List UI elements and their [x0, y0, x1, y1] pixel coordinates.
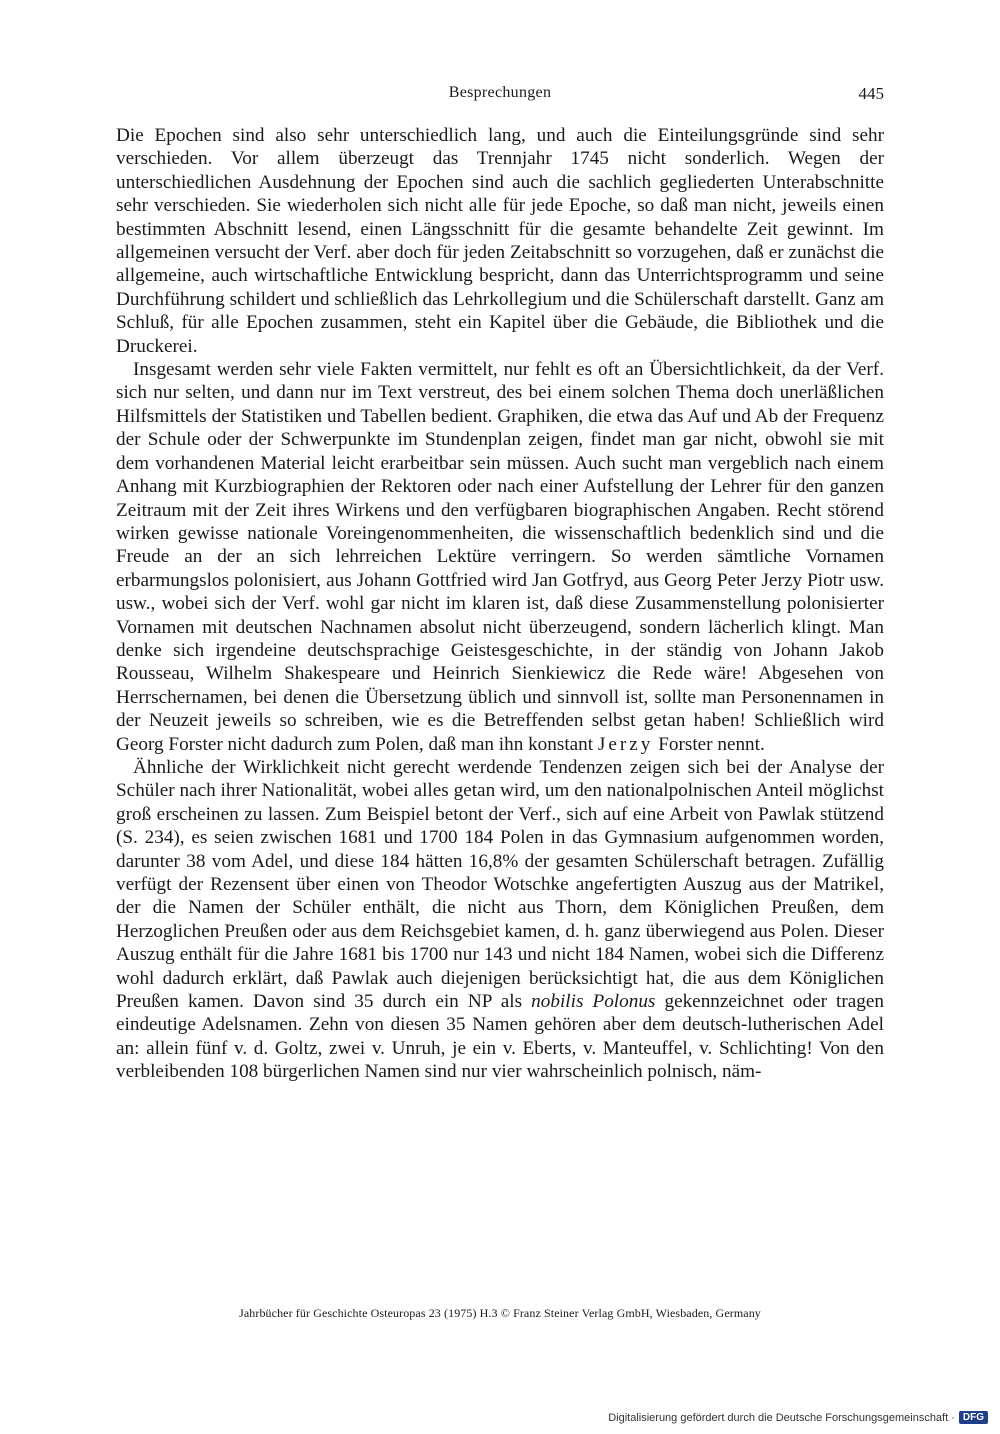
dfg-logo-icon: DFG: [959, 1411, 988, 1424]
running-title: Besprechungen: [448, 84, 552, 101]
dfg-funding-note: [608, 1411, 988, 1424]
article-body: [116, 124, 884, 1084]
running-head: [116, 84, 884, 110]
paragraph-2: [116, 358, 884, 756]
spaced-name-jerzy: Jerzy: [597, 733, 654, 755]
paragraph-3-text-b: gekennzeichnet oder tragen eindeutige Adelsnamen. Zehn von diesen 35 Namen gehören aber dem deutsch-lutherischen Adel an: allein fünf v. d. Goltz, zwei v. Unruh, je ein v. Eberts, v. Manteuffel, v. Schlichting! Von den verbleibenden 108 bürgerlichen Namen sind nur vier wahrscheinlich polnisch, näm-: [116, 991, 884, 1083]
dfg-funding-text: Digitalisierung gefördert durch die Deutsche Forschungsgemeinschaft ·: [608, 1411, 955, 1424]
journal-footer: Jahrbücher für Geschichte Osteuropas 23 (1975) H.3 © Franz Steiner Verlag GmbH, Wiesbaden, Germany: [239, 1306, 761, 1320]
page-number: 445: [858, 84, 884, 103]
paragraph-2-end: Forster nennt.: [653, 733, 765, 755]
italic-nobilis-polonus: nobilis Polonus: [531, 991, 656, 1013]
paragraph-3-text-a: Ähnliche der Wirklichkeit nicht gerecht werdende Tendenzen zeigen sich bei der Analyse der Schüler nach ihrer Nationalität, wobei alles getan wird, um den nationalpolnischen Anteil möglichst groß erscheinen zu lassen. Zum Beispiel betont der Verf., sich auf eine Arbeit von Pawlak stützend (S. 234), es seien zwischen 1681 und 1700 184 Polen in das Gymnasium aufgenommen worden, darunter 38 vom Adel, und diese 184 hätten 16,8% der gesamten Schülerschaft betragen. Zufällig verfügt der Rezensent über einen von Theodor Wotschke angefertigten Auszug aus der Matrikel, der die Namen der Schüler enthält, die nicht aus Thorn, dem Königlichen Preußen, dem Herzoglichen Preußen oder aus dem Reichsgebiet kamen, d. h. ganz überwiegend aus Polen. Dieser Auszug enthält für die Jahre 1681 bis 1700 nur 143 und nicht 184 Namen, wobei sich die Differenz wohl dadurch erklärt, daß Pawlak auch diejenigen berücksichtigt hat, die aus dem Königlichen Preußen kamen. Davon sind 35 durch ein NP als: [116, 756, 884, 1013]
paragraph-1: Die Epochen sind also sehr unterschiedlich lang, und auch die Einteilungsgründe sind sehr verschieden. Vor allem überzeugt das Trennjahr 1745 nicht sonderlich. Wegen der unterschiedlichen Ausdehnung der Epochen sind auch die sachlich gegliederten Unterabschnitte sehr verschieden. Sie wiederholen sich nicht alle für jede Epoche, so daß man nicht, jeweils einen bestimmten Abschnitt lesend, einen Längsschnitt für die gesamte behandelte Zeit gewinnt. Im allgemeinen versucht der Verf. aber doch für jeden Zeitabschnitt so vorzugehen, daß er zunächst die allgemeine, auch wirtschaftliche Entwicklung bespricht, dann das Unterrichtsprogramm und seine Durchführung schildert und schließlich das Lehrkollegium und die Schülerschaft darstellt. Ganz am Schluß, für alle Epochen zusammen, steht ein Kapitel über die Gebäude, die Bibliothek und die Druckerei.: [116, 125, 884, 357]
paragraph-3: [116, 756, 884, 1084]
paragraph-2-text: Insgesamt werden sehr viele Fakten vermittelt, nur fehlt es oft an Übersichtlichkeit, da der Verf. sich nur selten, und dann nur im Text verstreut, des bei einem solchen Thema doch unerläßlichen Hilfsmittels der Statistiken und Tabellen bedient. Graphiken, die etwa das Auf und Ab der Frequenz der Schule oder der Schwerpunkte im Stundenplan zeigen, findet man gar nicht, obwohl sie mit dem vorhandenen Material leicht erarbeitbar sein müssen. Auch sucht man vergeblich nach einem Anhang mit Kurzbiographien der Rektoren oder nach einer Aufstellung der Lehrer für den ganzen Zeitraum mit der Zeit ihres Wirkens und den verfügbaren biographischen Angaben. Recht störend wirken gewisse nationale Voreingenommenheiten, die wissenschaftlich bedenklich sind und die Freude an der an sich lehrreichen Lektüre verringern. So werden sämtliche Vornamen erbarmungslos polonisiert, aus Johann Gottfried wird Jan Gotfryd, aus Georg Peter Jerzy Piotr usw. usw., wobei sich der Verf. wohl gar nicht im klaren ist, daß diese Zusammenstellung polonisierter Vornamen mit deutschen Nachnamen absolut nicht überzeugend, sondern lächerlich klingt. Man denke sich irgendeine deutschsprachige Geistesgeschichte, in der ständig von Johann Jakob Rousseau, Wilhelm Shakespeare und Heinrich Sienkiewicz die Rede wäre! Abgesehen von Herrschernamen, bei denen die Übersetzung üblich und sinnvoll ist, sollte man Personennamen in der Neuzeit jeweils so schreiben, wie es die Betreffenden selbst getan haben! Schließlich wird Georg Forster nicht dadurch zum Polen, daß man ihn konstant: [116, 359, 884, 755]
